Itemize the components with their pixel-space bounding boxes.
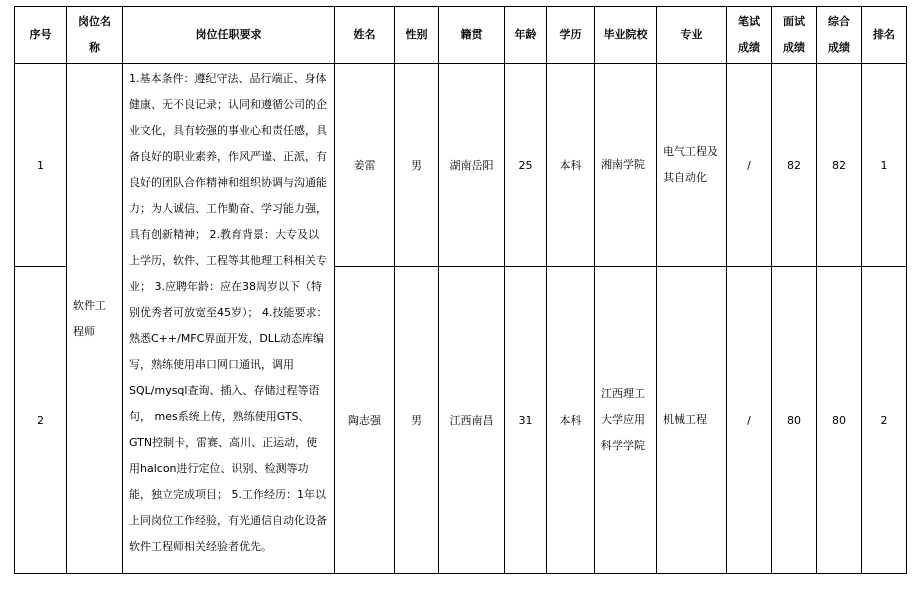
cell-total: 80: [817, 267, 862, 574]
cell-major: 电气工程及其自动化: [657, 64, 727, 267]
cell-gender: 男: [395, 64, 439, 267]
cell-total: 82: [817, 64, 862, 267]
cell-origin: 湖南岳阳: [439, 64, 505, 267]
header-total: 综合成绩: [817, 7, 862, 64]
cell-seq: 2: [15, 267, 67, 574]
header-school: 毕业院校: [595, 7, 657, 64]
cell-written: /: [727, 64, 772, 267]
cell-school: 江西理工大学应用科学学院: [595, 267, 657, 574]
cell-name: 姜雷: [335, 64, 395, 267]
cell-requirements: 1.基本条件：遵纪守法、品行端正、身体健康、无不良记录；认同和遵循公司的企业文化，具有较强的事业心和责任感，具备良好的职业素养，作风严谨、正派，有良好的团队合作精神和组织协调与沟通能力；为人诚信、工作勤奋、学习能力强，具有创新精神； 2.教育背景：大专及以上学历，软件、工程等其他理工科相关专业； 3.应聘年龄：应在38周岁以下（特别优秀者可放宽至45岁）； 4.技能要求：熟悉C++/MFC界面开发，DLL动态库编写，熟练使用串口网口通讯，调用SQL/mysql查询、插入、存储过程等语句， mes系统上传，熟练使用GTS、GTN控制卡，雷赛、高川、正运动，使用halcon进行定位、识别、检测等功能，独立完成项目； 5.工作经历：1年以上同岗位工作经验，有光通信自动化设备软件工程师相关经验者优先。: [123, 64, 335, 574]
results-table: [14, 6, 907, 574]
header-gender: 性别: [395, 7, 439, 64]
table-row: [15, 64, 907, 267]
header-rank: 排名: [862, 7, 907, 64]
header-interview: 面试成绩: [772, 7, 817, 64]
cell-written: /: [727, 267, 772, 574]
cell-school: 湘南学院: [595, 64, 657, 267]
cell-education: 本科: [547, 267, 595, 574]
cell-rank: 2: [862, 267, 907, 574]
cell-interview: 80: [772, 267, 817, 574]
cell-gender: 男: [395, 267, 439, 574]
header-name: 姓名: [335, 7, 395, 64]
header-seq: 序号: [15, 7, 67, 64]
header-requirements: 岗位任职要求: [123, 7, 335, 64]
cell-major: 机械工程: [657, 267, 727, 574]
header-age: 年龄: [505, 7, 547, 64]
header-row: [15, 7, 907, 64]
cell-education: 本科: [547, 64, 595, 267]
header-position: 岗位名称: [67, 7, 123, 64]
header-origin: 籍贯: [439, 7, 505, 64]
cell-rank: 1: [862, 64, 907, 267]
cell-origin: 江西南昌: [439, 267, 505, 574]
cell-age: 25: [505, 64, 547, 267]
cell-name: 陶志强: [335, 267, 395, 574]
cell-interview: 82: [772, 64, 817, 267]
cell-seq: 1: [15, 64, 67, 267]
header-written: 笔试成绩: [727, 7, 772, 64]
header-major: 专业: [657, 7, 727, 64]
cell-age: 31: [505, 267, 547, 574]
cell-position: 软件工程师: [67, 64, 123, 574]
header-education: 学历: [547, 7, 595, 64]
